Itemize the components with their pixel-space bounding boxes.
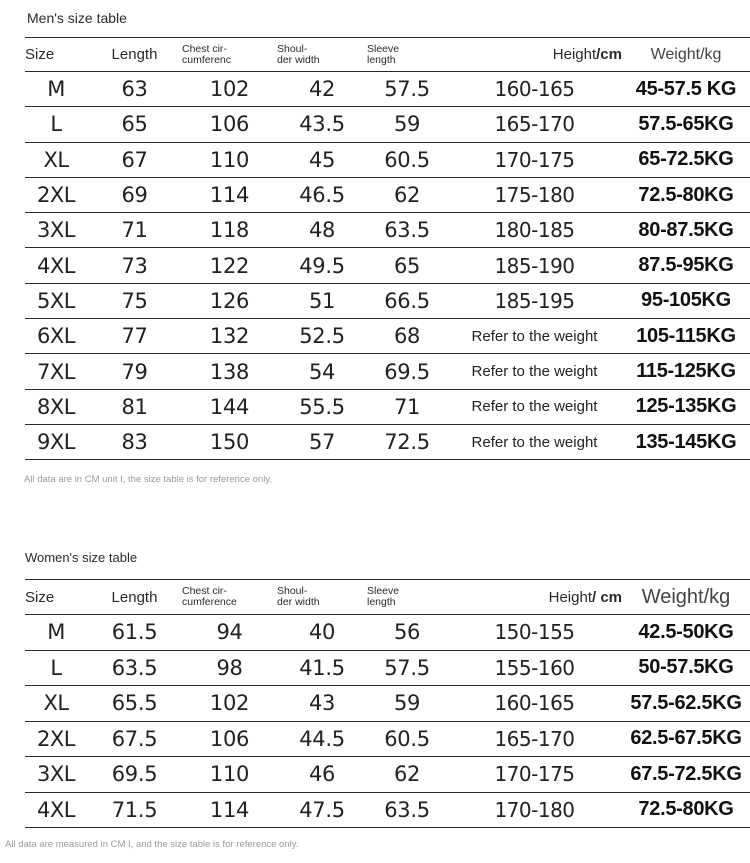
cell-chest: 138 (209, 359, 250, 384)
cell-chest: 98 (216, 655, 243, 680)
cell-height: 185-190 (494, 253, 575, 278)
cell-height: 165-170 (494, 112, 575, 137)
table-row (25, 792, 750, 828)
mens-header-length: Length (111, 46, 158, 63)
cell-length: 67 (121, 147, 148, 172)
womens-note: All data are measured in CM I, and the size table is for reference only. (5, 839, 299, 850)
cell-sleeve: 62 (393, 762, 421, 787)
cell-weight: 67.5-72.5KG (630, 762, 742, 785)
cell-height: 170-180 (494, 797, 575, 822)
cell-sleeve: 65 (393, 253, 421, 278)
cell-sleeve: 60.5 (384, 726, 430, 751)
cell-shoulder: 48 (308, 218, 336, 243)
cell-chest: 94 (216, 620, 243, 645)
table-row (25, 213, 750, 248)
mens-header-height: Height/cm (552, 46, 622, 63)
cell-length: 65.5 (111, 691, 158, 716)
womens-header-length: Length (111, 588, 158, 606)
cell-weight: 65-72.5KG (638, 148, 734, 171)
cell-shoulder: 42 (308, 77, 336, 102)
cell-size: 5XL (37, 288, 75, 313)
cell-sleeve: 57.5 (384, 655, 430, 680)
cell-height: 150-155 (494, 620, 575, 645)
womens-header-height: Height/ cm (548, 588, 622, 606)
cell-chest: 106 (209, 726, 250, 751)
cell-shoulder: 47.5 (299, 797, 345, 822)
table-row (25, 721, 750, 757)
table-row (25, 319, 750, 354)
womens-header-sleeve: Sleeve length (367, 585, 400, 608)
table-row (25, 424, 750, 459)
cell-sleeve: 57.5 (384, 77, 430, 102)
table-row (25, 615, 750, 651)
cell-shoulder: 46 (308, 762, 336, 787)
mens-header-size: Size (25, 46, 55, 63)
cell-size: XL (43, 691, 69, 716)
cell-size: 3XL (37, 762, 75, 787)
table-row (25, 686, 750, 722)
cell-length: 63.5 (111, 655, 158, 680)
cell-height: 170-175 (494, 762, 575, 787)
cell-size: L (50, 112, 62, 137)
cell-height: Refer to the weight (471, 327, 598, 345)
cell-length: 81 (121, 394, 148, 419)
cell-shoulder: 55.5 (299, 394, 345, 419)
cell-length: 71.5 (111, 797, 158, 822)
table-row (25, 177, 750, 212)
cell-height: 185-195 (494, 288, 575, 313)
cell-chest: 114 (209, 797, 250, 822)
cell-chest: 114 (209, 183, 250, 208)
cell-sleeve: 62 (393, 183, 421, 208)
cell-weight: 50-57.5KG (638, 656, 734, 679)
cell-height: 165-170 (494, 726, 575, 751)
cell-chest: 118 (209, 218, 250, 243)
cell-shoulder: 45 (308, 147, 336, 172)
cell-weight: 62.5-67.5KG (630, 727, 742, 750)
cell-chest: 102 (209, 691, 250, 716)
cell-size: L (50, 655, 62, 680)
mens-header-shoulder: Shoul- der width (277, 42, 320, 66)
cell-chest: 102 (209, 77, 250, 102)
cell-length: 75 (121, 288, 148, 313)
table-row (25, 283, 750, 318)
cell-shoulder: 43.5 (299, 112, 345, 137)
womens-table-title: Women's size table (25, 550, 138, 565)
cell-shoulder: 40 (308, 620, 336, 645)
cell-size: 4XL (37, 797, 75, 822)
cell-length: 67.5 (111, 726, 158, 751)
cell-weight: 45-57.5 KG (635, 77, 737, 100)
table-row (25, 389, 750, 424)
cell-weight: 72.5-80KG (638, 798, 734, 821)
cell-height: 160-165 (494, 77, 575, 102)
cell-size: M (47, 620, 65, 645)
cell-weight: 57.5-62.5KG (630, 691, 742, 714)
cell-length: 77 (121, 324, 148, 349)
womens-header-shoulder: Shoul- der width (277, 585, 320, 608)
womens-header-chest: Chest cir- cumference (182, 585, 237, 608)
cell-height: Refer to the weight (471, 398, 598, 416)
cell-weight: 125-135KG (635, 395, 737, 418)
cell-size: XL (43, 147, 69, 172)
cell-sleeve: 71 (393, 394, 421, 419)
cell-weight: 80-87.5KG (638, 218, 734, 241)
cell-sleeve: 69.5 (384, 359, 430, 384)
cell-sleeve: 63.5 (384, 218, 430, 243)
cell-length: 69.5 (111, 762, 158, 787)
cell-shoulder: 49.5 (299, 253, 345, 278)
womens-header-size: Size (25, 588, 55, 606)
cell-shoulder: 51 (308, 288, 336, 313)
cell-weight: 72.5-80KG (638, 183, 734, 206)
womens-size-table (25, 579, 750, 828)
cell-size: 9XL (37, 430, 75, 455)
cell-shoulder: 44.5 (299, 726, 345, 751)
cell-chest: 110 (209, 762, 250, 787)
cell-weight: 105-115KG (636, 324, 736, 347)
cell-height: Refer to the weight (471, 433, 598, 451)
cell-size: 2XL (37, 726, 75, 751)
cell-size: 8XL (37, 394, 75, 419)
cell-sleeve: 63.5 (384, 797, 430, 822)
cell-chest: 150 (209, 430, 250, 455)
womens-header-weight: Weight/kg (641, 585, 731, 608)
cell-size: 7XL (37, 359, 75, 384)
cell-shoulder: 46.5 (299, 183, 345, 208)
cell-chest: 144 (209, 394, 250, 419)
cell-sleeve: 59 (393, 691, 421, 716)
mens-header-row (25, 38, 750, 72)
cell-chest: 110 (209, 147, 250, 172)
table-row (25, 107, 750, 142)
cell-height: Refer to the weight (471, 363, 598, 381)
cell-sleeve: 60.5 (384, 147, 430, 172)
cell-height: 175-180 (494, 183, 575, 208)
mens-header-chest: Chest cir- cumferenc (182, 42, 232, 66)
cell-chest: 122 (209, 253, 250, 278)
mens-header-sleeve: Sleeve length (367, 42, 400, 66)
cell-size: 6XL (37, 324, 75, 349)
table-row (25, 142, 750, 177)
cell-sleeve: 59 (393, 112, 421, 137)
cell-size: 2XL (37, 183, 75, 208)
cell-chest: 132 (209, 324, 250, 349)
cell-length: 79 (121, 359, 148, 384)
cell-sleeve: 56 (393, 620, 421, 645)
mens-table-title: Men's size table (27, 10, 127, 26)
cell-weight: 57.5-65KG (638, 112, 734, 135)
cell-length: 71 (121, 218, 148, 243)
cell-sleeve: 66.5 (384, 288, 430, 313)
cell-size: 3XL (37, 218, 75, 243)
cell-weight: 87.5-95KG (638, 254, 734, 277)
cell-length: 73 (121, 253, 148, 278)
cell-sleeve: 68 (393, 324, 421, 349)
cell-weight: 42.5-50KG (638, 620, 734, 643)
cell-chest: 126 (209, 288, 250, 313)
mens-note: All data are in CM unit I, the size table is for reference only, (24, 474, 272, 485)
cell-height: 155-160 (494, 655, 575, 680)
cell-length: 69 (121, 183, 148, 208)
cell-height: 170-175 (494, 147, 575, 172)
cell-weight: 95-105KG (641, 289, 731, 312)
cell-height: 160-165 (494, 691, 575, 716)
cell-shoulder: 52.5 (299, 324, 345, 349)
cell-shoulder: 57 (308, 430, 336, 455)
cell-length: 65 (121, 112, 148, 137)
mens-header-weight: Weight/kg (650, 45, 722, 63)
cell-chest: 106 (209, 112, 250, 137)
mens-size-table (25, 37, 750, 460)
womens-header-row (25, 580, 750, 615)
table-row (25, 354, 750, 389)
table-row (25, 248, 750, 283)
cell-shoulder: 41.5 (299, 655, 345, 680)
cell-length: 83 (121, 430, 148, 455)
cell-size: M (47, 77, 65, 102)
cell-length: 61.5 (111, 620, 158, 645)
cell-weight: 115-125KG (636, 360, 736, 383)
table-row (25, 72, 750, 107)
table-row (25, 757, 750, 793)
table-row (25, 650, 750, 686)
cell-height: 180-185 (494, 218, 575, 243)
cell-shoulder: 54 (308, 359, 336, 384)
cell-shoulder: 43 (308, 691, 336, 716)
cell-weight: 135-145KG (635, 430, 737, 453)
cell-size: 4XL (37, 253, 75, 278)
cell-sleeve: 72.5 (384, 430, 430, 455)
cell-length: 63 (121, 77, 148, 102)
